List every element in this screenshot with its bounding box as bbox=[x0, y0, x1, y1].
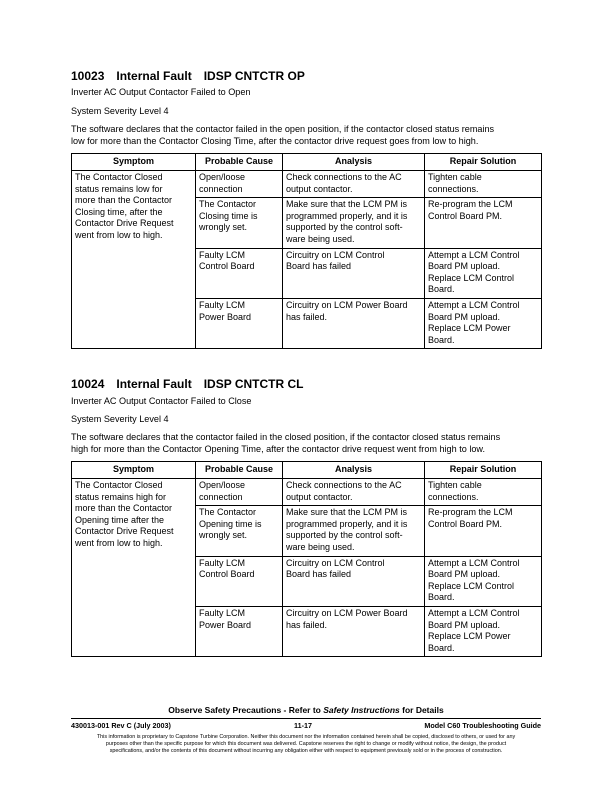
cell-line: Control Board PM. bbox=[428, 518, 503, 529]
cell-line: Make sure that the LCM PM is bbox=[286, 199, 408, 210]
cell-line: Attempt a LCM Control bbox=[428, 557, 520, 568]
solution-cell bbox=[425, 171, 542, 198]
footer-divider bbox=[71, 718, 541, 719]
section-subtitle: Inverter AC Output Contactor Failed to Close bbox=[71, 396, 252, 406]
table-header-row bbox=[72, 462, 542, 479]
troubleshooting-table bbox=[71, 461, 542, 657]
symptom-line: more than the Contactor bbox=[75, 195, 173, 206]
header-analysis: Analysis bbox=[283, 462, 425, 479]
cell-line: programmed properly, and it is bbox=[286, 210, 408, 221]
analysis-cell bbox=[283, 506, 425, 556]
cause-cell bbox=[196, 556, 283, 606]
cell-line: Faulty LCM bbox=[199, 249, 246, 260]
symptom-line: went from low to high. bbox=[75, 537, 163, 548]
header-symptom: Symptom bbox=[72, 154, 196, 171]
cause-cell bbox=[196, 171, 283, 198]
description-line: The software declares that the contactor failed in the closed position, if the contactor closed status remains bbox=[71, 432, 501, 442]
cell-line: Check connections to the AC bbox=[286, 480, 402, 490]
symptom-line: more than the Contactor bbox=[75, 503, 173, 514]
symptom-cell bbox=[72, 171, 196, 349]
cell-line: Open/loose bbox=[199, 172, 246, 182]
legal-line: purposes other than the specific purpose for which this document was delivered. Capstone reserves the right to change or modify without notice, the design, the product bbox=[105, 741, 507, 747]
solution-cell bbox=[425, 248, 542, 298]
cell-line: Replace LCM Power bbox=[428, 631, 511, 642]
cell-line: Board PM upload. bbox=[428, 261, 501, 272]
table-row bbox=[72, 171, 542, 198]
cell-line: Circuitry on LCM Control bbox=[286, 557, 385, 568]
legal-line: This information is proprietary to Capstone Turbine Corporation. Neither this document nor the information contained herein shall be copied, disclosed to others, or used for any bbox=[96, 734, 516, 740]
cell-line: Board PM upload. bbox=[428, 311, 501, 322]
doc-number: 430013-001 Rev C (July 2003) bbox=[71, 721, 171, 730]
cell-line: Board. bbox=[428, 592, 455, 603]
description-line: low for more than the Contactor Closing Time, after the contactor drive request goes from low to high. bbox=[71, 136, 479, 146]
cell-line: Tighten cable bbox=[428, 172, 482, 182]
cell-line: Power Board bbox=[199, 619, 252, 630]
cell-line: ware being used. bbox=[286, 233, 355, 244]
safety-note-prefix: Observe Safety Precautions - Refer to bbox=[168, 705, 324, 715]
solution-cell bbox=[425, 606, 542, 656]
cell-line: Faulty LCM bbox=[199, 299, 246, 310]
cell-line: wrongly set. bbox=[199, 530, 248, 541]
cell-line: Replace LCM Power bbox=[428, 323, 511, 334]
cell-line: Control Board bbox=[199, 569, 255, 580]
cell-line: connection bbox=[199, 491, 243, 502]
cell-line: output contactor. bbox=[286, 183, 353, 194]
severity-level: System Severity Level 4 bbox=[71, 106, 169, 116]
symptom-line: The Contactor Closed bbox=[75, 480, 163, 490]
table-row bbox=[72, 479, 542, 506]
cell-line: Board has failed bbox=[286, 261, 352, 272]
solution-cell bbox=[425, 198, 542, 248]
cell-line: wrongly set. bbox=[199, 222, 248, 233]
cell-line: connections. bbox=[428, 183, 479, 194]
solution-cell bbox=[425, 479, 542, 506]
cause-cell bbox=[196, 479, 283, 506]
cell-line: The Contactor bbox=[199, 507, 257, 518]
solution-cell bbox=[425, 298, 542, 348]
cell-line: programmed properly, and it is bbox=[286, 518, 408, 529]
cause-cell bbox=[196, 198, 283, 248]
cause-cell bbox=[196, 298, 283, 348]
symptom-line: Opening time after the bbox=[75, 514, 165, 525]
safety-instructions-ref: Safety Instructions bbox=[323, 705, 400, 715]
cell-line: Re-program the LCM bbox=[428, 507, 513, 518]
cell-line: Board has failed bbox=[286, 569, 352, 580]
cell-line: Closing time is bbox=[199, 210, 258, 221]
solution-cell bbox=[425, 556, 542, 606]
cell-line: supported by the control soft- bbox=[286, 222, 403, 233]
cell-line: Control Board PM. bbox=[428, 210, 503, 221]
cell-line: ware being used. bbox=[286, 541, 355, 552]
fault-type: Internal Fault bbox=[116, 377, 192, 391]
cell-line: Attempt a LCM Control bbox=[428, 249, 520, 260]
cause-cell bbox=[196, 248, 283, 298]
analysis-cell bbox=[283, 171, 425, 198]
cell-line: output contactor. bbox=[286, 491, 353, 502]
description-line: The software declares that the contactor failed in the open position, if the contactor closed status remains bbox=[71, 124, 495, 134]
symptom-line: Closing time, after the bbox=[75, 206, 163, 217]
header-repair-solution: Repair Solution bbox=[425, 462, 542, 479]
header-repair-solution: Repair Solution bbox=[425, 154, 542, 171]
cell-line: Check connections to the AC bbox=[286, 172, 402, 182]
header-symptom: Symptom bbox=[72, 462, 196, 479]
cell-line: The Contactor bbox=[199, 199, 257, 210]
cause-cell bbox=[196, 606, 283, 656]
cell-line: Board. bbox=[428, 334, 455, 345]
description-line: high for more than the Contactor Opening Time, after the contactor drive request went from high to low. bbox=[71, 444, 485, 454]
legal-notice bbox=[71, 734, 541, 755]
cell-line: Replace LCM Control bbox=[428, 580, 515, 591]
analysis-cell bbox=[283, 606, 425, 656]
symptom-line: Contactor Drive Request bbox=[75, 218, 174, 229]
cell-line: Open/loose bbox=[199, 480, 246, 490]
header-analysis: Analysis bbox=[283, 154, 425, 171]
cell-line: Attempt a LCM Control bbox=[428, 607, 520, 618]
cell-line: Circuitry on LCM Power Board bbox=[286, 299, 408, 310]
cell-line: Circuitry on LCM Power Board bbox=[286, 607, 408, 618]
guide-title: Model C60 Troubleshooting Guide bbox=[424, 721, 541, 730]
fault-code: 10023 bbox=[71, 69, 105, 83]
fault-type: Internal Fault bbox=[116, 69, 192, 83]
cell-line: Re-program the LCM bbox=[428, 199, 513, 210]
cell-line: Opening time is bbox=[199, 518, 262, 529]
cell-line: Board PM upload. bbox=[428, 569, 501, 580]
cell-line: connection bbox=[199, 183, 243, 194]
cell-line: Board. bbox=[428, 642, 455, 653]
symptom-line: Contactor Drive Request bbox=[75, 526, 174, 537]
symptom-line: status remains low for bbox=[75, 183, 163, 194]
analysis-cell bbox=[283, 298, 425, 348]
analysis-cell bbox=[283, 556, 425, 606]
solution-cell bbox=[425, 506, 542, 556]
symptom-cell bbox=[72, 479, 196, 657]
page-number: 11-17 bbox=[294, 721, 312, 730]
section-title bbox=[71, 69, 305, 83]
symptom-line: The Contactor Closed bbox=[75, 172, 163, 182]
fault-name: IDSP CNTCTR CL bbox=[203, 377, 304, 391]
cause-cell bbox=[196, 506, 283, 556]
safety-note bbox=[71, 705, 541, 715]
cell-line: Power Board bbox=[199, 311, 252, 322]
fault-code: 10024 bbox=[71, 377, 105, 391]
cell-line: Circuitry on LCM Control bbox=[286, 249, 385, 260]
cell-line: Faulty LCM bbox=[199, 557, 246, 568]
cell-line: has failed. bbox=[286, 311, 328, 322]
section-subtitle: Inverter AC Output Contactor Failed to Open bbox=[71, 87, 251, 97]
cell-line: has failed. bbox=[286, 619, 328, 630]
troubleshooting-table bbox=[71, 153, 542, 349]
analysis-cell bbox=[283, 198, 425, 248]
table-header-row bbox=[72, 154, 542, 171]
symptom-line: went from low to high. bbox=[75, 229, 163, 240]
cell-line: Tighten cable bbox=[428, 480, 482, 490]
header-probable-cause: Probable Cause bbox=[196, 154, 283, 171]
cell-line: Replace LCM Control bbox=[428, 272, 515, 283]
cell-line: Board. bbox=[428, 284, 455, 295]
cell-line: Faulty LCM bbox=[199, 607, 246, 618]
analysis-cell bbox=[283, 479, 425, 506]
cell-line: supported by the control soft- bbox=[286, 530, 403, 541]
header-probable-cause: Probable Cause bbox=[196, 462, 283, 479]
legal-line: specifications, and/or the contents of this document without incurring any obligation either with respect to equipment previously sold or in the process of construction. bbox=[109, 748, 503, 754]
safety-note-suffix: for Details bbox=[399, 705, 444, 715]
cell-line: Make sure that the LCM PM is bbox=[286, 507, 408, 518]
cell-line: Attempt a LCM Control bbox=[428, 299, 520, 310]
cell-line: Control Board bbox=[199, 261, 255, 272]
section-title bbox=[71, 377, 304, 391]
severity-level: System Severity Level 4 bbox=[71, 414, 169, 424]
fault-name: IDSP CNTCTR OP bbox=[203, 69, 305, 83]
cell-line: Board PM upload. bbox=[428, 619, 501, 630]
cell-line: connections. bbox=[428, 491, 479, 502]
analysis-cell bbox=[283, 248, 425, 298]
symptom-line: status remains high for bbox=[75, 491, 167, 502]
